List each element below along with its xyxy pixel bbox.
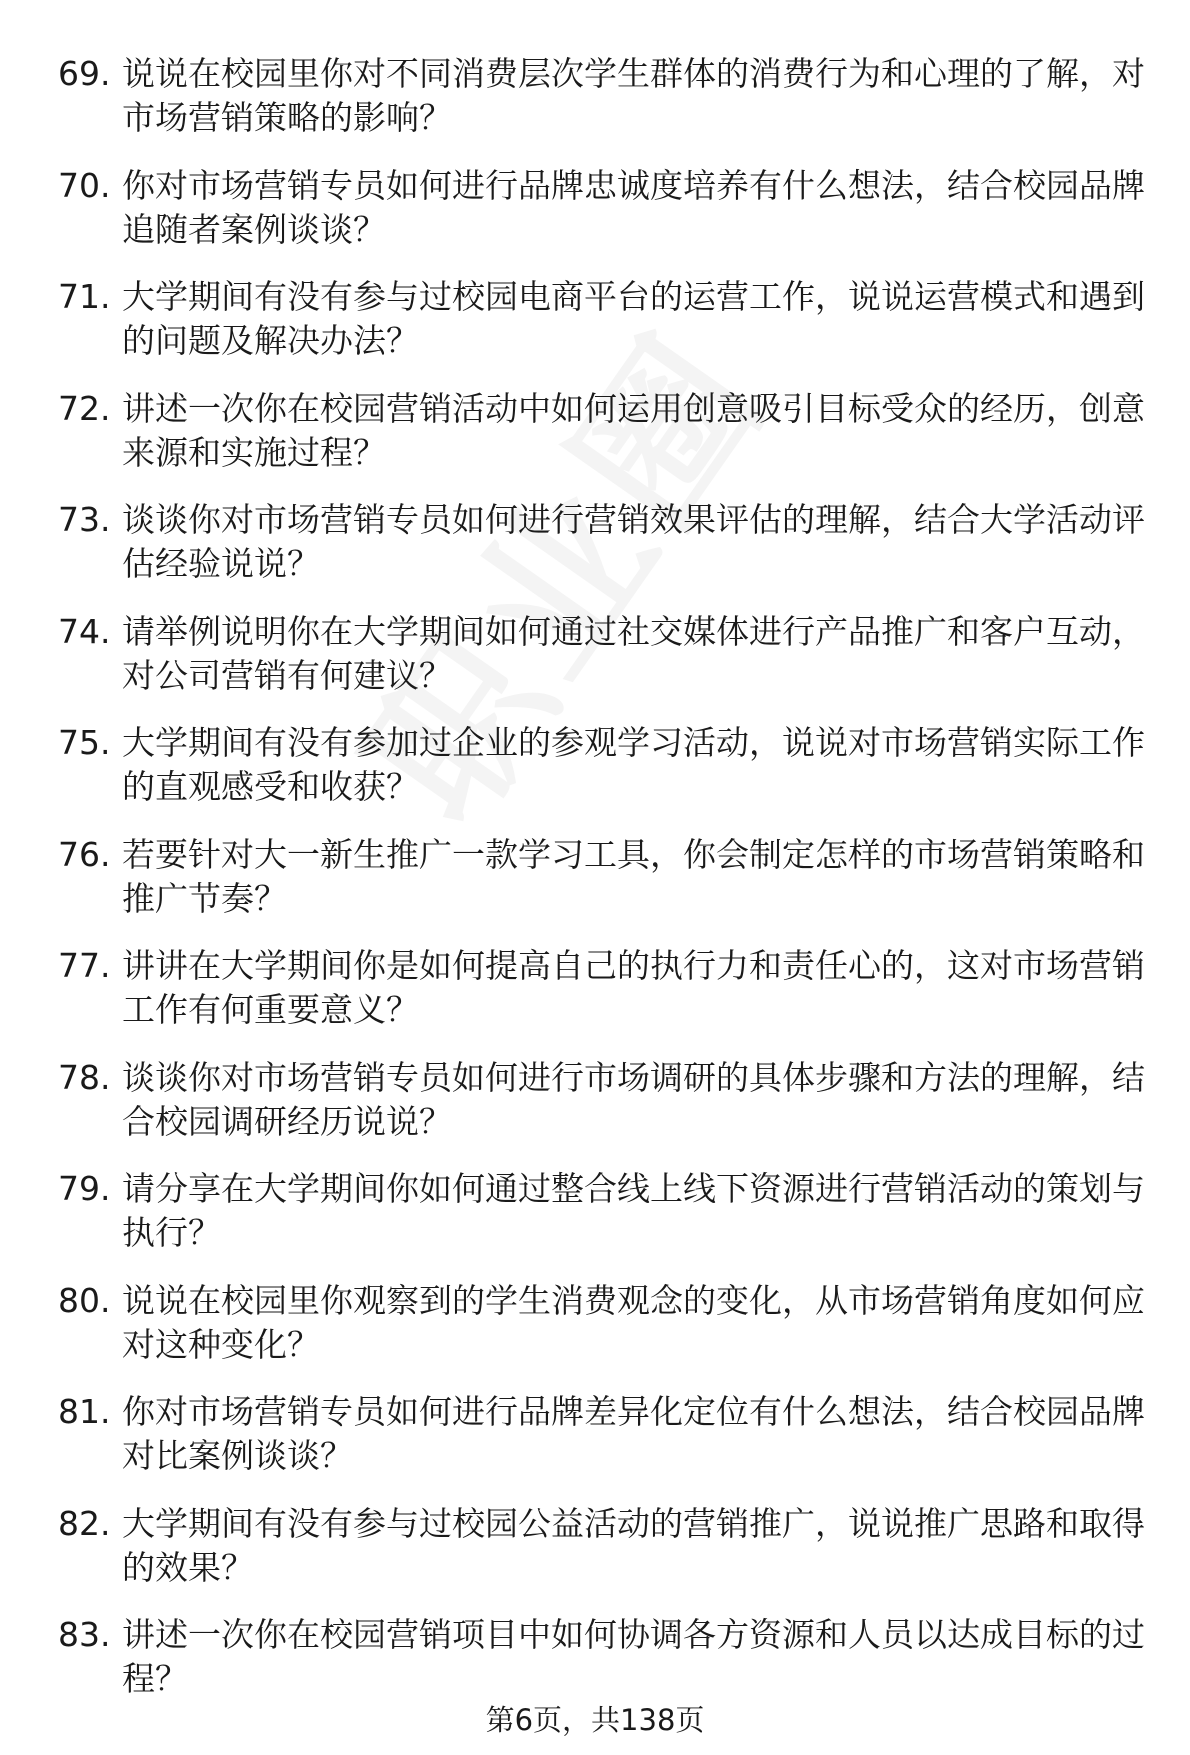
- question-item: [58, 1167, 1148, 1255]
- question-text: 请举例说明你在大学期间如何通过社交媒体进行产品推广和客户互动，对公司营销有何建议？: [122, 611, 1145, 695]
- question-item: [58, 275, 1148, 363]
- question-text: 说说在校园里你对不同消费层次学生群体的消费行为和心理的了解，对市场营销策略的影响？: [122, 54, 1145, 137]
- question-text: 大学期间有没有参与过校园公益活动的营销推广，说说推广思路和取得的效果？: [122, 1503, 1145, 1587]
- question-text: 请分享在大学期间你如何通过整合线上线下资源进行营销活动的策划与执行？: [122, 1169, 1145, 1252]
- question-number: 73.: [58, 500, 111, 539]
- question-item: [58, 944, 1148, 1032]
- question-number: 75.: [58, 723, 111, 762]
- question-number: 80.: [58, 1280, 111, 1320]
- question-number: 69.: [58, 54, 111, 93]
- question-item: [58, 833, 1148, 921]
- question-item: [58, 1390, 1148, 1478]
- question-text: 讲讲在大学期间你是如何提高自己的执行力和责任心的，这对市场营销工作有何重要意义？: [122, 946, 1145, 1029]
- question-number: 72.: [58, 388, 111, 428]
- question-item: [58, 721, 1148, 809]
- question-text: 你对市场营销专员如何进行品牌差异化定位有什么想法，结合校园品牌对比案例谈谈？: [122, 1392, 1145, 1475]
- question-text: 谈谈你对市场营销专员如何进行市场调研的具体步骤和方法的理解，结合校园调研经历说说？: [122, 1057, 1145, 1141]
- question-text: 讲述一次你在校园营销项目中如何协调各方资源和人员以达成目标的过程？: [122, 1615, 1145, 1698]
- question-item: [58, 1279, 1148, 1367]
- question-item: [58, 52, 1148, 140]
- question-item: [58, 1056, 1148, 1144]
- question-item: [58, 164, 1148, 252]
- question-item: [58, 498, 1148, 586]
- question-number: 74.: [58, 611, 111, 651]
- question-item: [58, 1502, 1148, 1590]
- question-item: [58, 610, 1148, 698]
- question-text: 大学期间有没有参加过企业的参观学习活动，说说对市场营销实际工作的直观感受和收获？: [122, 723, 1145, 806]
- question-text: 说说在校园里你观察到的学生消费观念的变化，从市场营销角度如何应对这种变化？: [122, 1280, 1145, 1364]
- question-number: 71.: [58, 277, 111, 316]
- question-number: 70.: [58, 165, 111, 205]
- question-text: 若要针对大一新生推广一款学习工具，你会制定怎样的市场营销策略和推广节奏？: [122, 834, 1145, 918]
- question-number: 81.: [58, 1392, 111, 1431]
- question-list: [58, 52, 1148, 1725]
- question-number: 82.: [58, 1503, 111, 1543]
- question-text: 讲述一次你在校园营销活动中如何运用创意吸引目标受众的经历，创意来源和实施过程？: [122, 388, 1145, 472]
- page-footer: 第6页，共138页: [485, 1703, 705, 1737]
- question-text: 谈谈你对市场营销专员如何进行营销效果评估的理解，结合大学活动评估经验说说？: [122, 500, 1145, 583]
- question-number: 77.: [58, 946, 111, 985]
- question-number: 76.: [58, 834, 111, 874]
- question-item: [58, 1613, 1148, 1701]
- question-text: 大学期间有没有参与过校园电商平台的运营工作，说说运营模式和遇到的问题及解决办法？: [122, 277, 1145, 360]
- question-number: 78.: [58, 1057, 111, 1097]
- question-text: 你对市场营销专员如何进行品牌忠诚度培养有什么想法，结合校园品牌追随者案例谈谈？: [122, 165, 1145, 249]
- question-number: 79.: [58, 1169, 111, 1208]
- question-item: [58, 387, 1148, 475]
- question-number: 83.: [58, 1615, 111, 1654]
